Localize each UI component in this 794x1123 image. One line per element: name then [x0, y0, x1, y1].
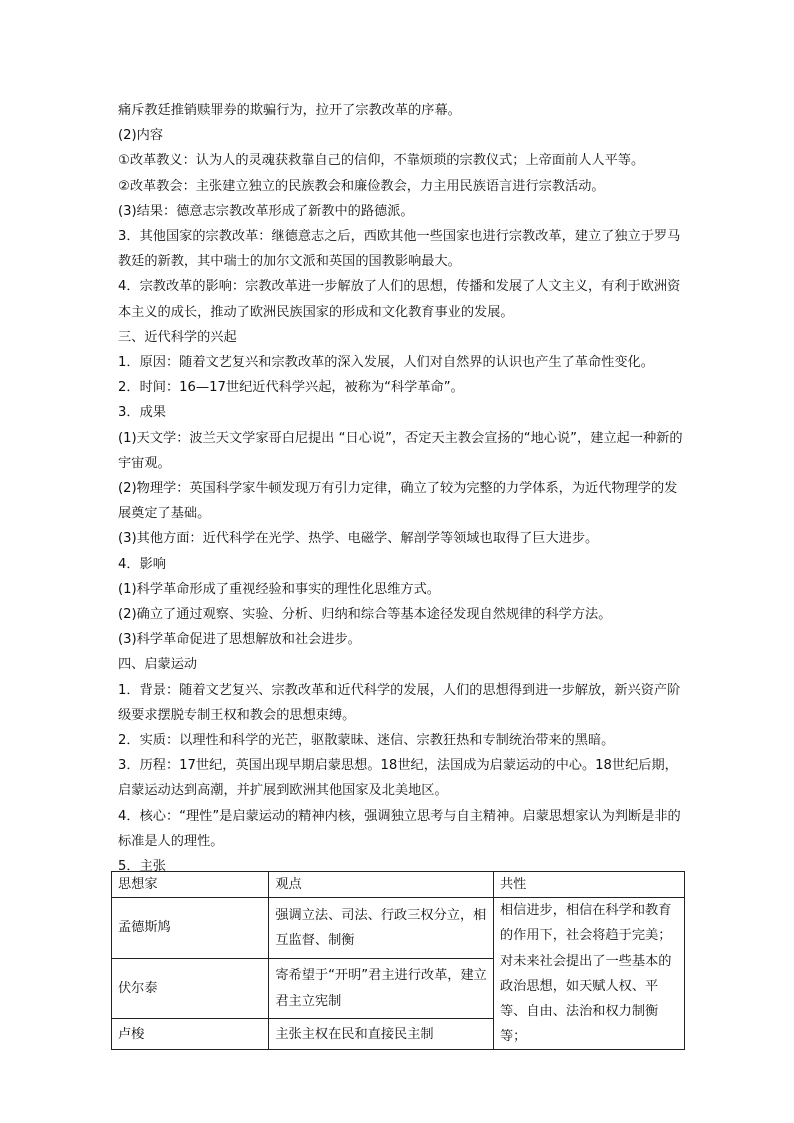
- paragraph: (3)其他方面：近代科学在光学、热学、电磁学、解剖学等领域也取得了巨大进步。: [118, 531, 599, 547]
- paragraph: (1)天文学：波兰天文学家哥白尼提出 “日心说”，否定天主教会宣扬的“地心说”，建立起一种新的宇宙观。: [118, 430, 683, 471]
- subheading: 3．成果: [118, 405, 166, 421]
- section-heading: 三、近代科学的兴起: [118, 329, 237, 345]
- table-header-row: [112, 872, 685, 898]
- paragraph: ②改革教会：主张建立独立的民族教会和廉俭教会，力主用民族语言进行宗教活动。: [118, 178, 605, 194]
- paragraph: 3．其他国家的宗教改革：继德意志之后，西欧其他一些国家也进行宗教改革，建立了独立于罗马教廷的新教，其中瑞士的加尔文派和英国的国教影响最大。: [118, 229, 681, 270]
- document-body: [118, 98, 688, 879]
- paragraph: (2)物理学：英国科学家牛顿发现万有引力定律，确立了较为完整的力学体系，为近代物理学的发展奠定了基础。: [118, 481, 678, 522]
- table-header-cell: 观点: [269, 872, 494, 898]
- paragraph: 痛斥教廷推销赎罪券的欺骗行为，拉开了宗教改革的序幕。: [118, 103, 461, 118]
- table-header-cell: 共性: [493, 872, 684, 898]
- thinker-cell: 伏尔泰: [112, 958, 269, 1019]
- thinker-cell: 孟德斯鸠: [112, 898, 269, 959]
- paragraph: 2．时间：16—17世纪近代科学兴起，被称为“科学革命”。: [118, 380, 464, 396]
- section-heading: 四、启蒙运动: [118, 657, 198, 673]
- paragraph: 4．核心：“理性”是启蒙运动的精神内核，强调独立思考与自主精神。启蒙思想家认为判断是非的标准是人的理性。: [118, 808, 681, 849]
- thinker-cell: 卢梭: [112, 1019, 269, 1050]
- paragraph: (2)确立了通过观察、实验、分析、归纳和综合等基本途径发现自然规律的科学方法。: [118, 607, 612, 623]
- paragraph: 1．背景：随着文艺复兴、宗教改革和近代科学的发展，人们的思想得到进一步解放，新兴资产阶级要求摆脱专制王权和教会的思想束缚。: [118, 682, 681, 723]
- paragraph: (3)科学革命促进了思想解放和社会进步。: [118, 632, 361, 648]
- subheading: (2)内容: [118, 128, 164, 144]
- subheading: 5．主张: [118, 859, 166, 875]
- thinkers-table: [111, 871, 685, 1050]
- paragraph: (3)结果：德意志宗教改革形成了新教中的路德派。: [118, 203, 414, 219]
- paragraph: 2．实质：以理性和科学的光芒，驱散蒙昧、迷信、宗教狂热和专制统治带来的黑暗。: [118, 733, 615, 749]
- common-cell: 相信进步，相信在科学和教育的作用下，社会将趋于完美；对未来社会提出了一些基本的政治思想，如天赋人权、平等、自由、法治和权力制衡等；: [493, 898, 684, 1050]
- view-cell: 强调立法、司法、行政三权分立，相互监督、制衡: [269, 898, 494, 959]
- paragraph: 3．历程：17世纪，英国出现早期启蒙思想。18世纪，法国成为启蒙运动的中心。18世纪后期，启蒙运动达到高潮，并扩展到欧洲其他国家及北美地区。: [118, 758, 678, 799]
- view-cell: 主张主权在民和直接民主制: [269, 1019, 494, 1050]
- table-row: [112, 898, 685, 959]
- paragraph: 4．宗教改革的影响：宗教改革进一步解放了人们的思想，传播和发展了人文主义，有利于欧洲资本主义的成长，推动了欧洲民族国家的形成和文化教育事业的发展。: [118, 279, 681, 320]
- subheading: 4．影响: [118, 556, 166, 572]
- paragraph: 1．原因：随着文艺复兴和宗教改革的深入发展，人们对自然界的认识也产生了革命性变化。: [118, 355, 654, 371]
- view-cell: 寄希望于“开明”君主进行改革，建立君主立宪制: [269, 958, 494, 1019]
- table-header-cell: 思想家: [112, 872, 269, 898]
- paragraph: (1)科学革命形成了重视经验和事实的理性化思维方式。: [118, 581, 440, 597]
- paragraph: ①改革教义：认为人的灵魂获救靠自己的信仰，不靠烦琐的宗教仪式；上帝面前人人平等。: [118, 153, 645, 169]
